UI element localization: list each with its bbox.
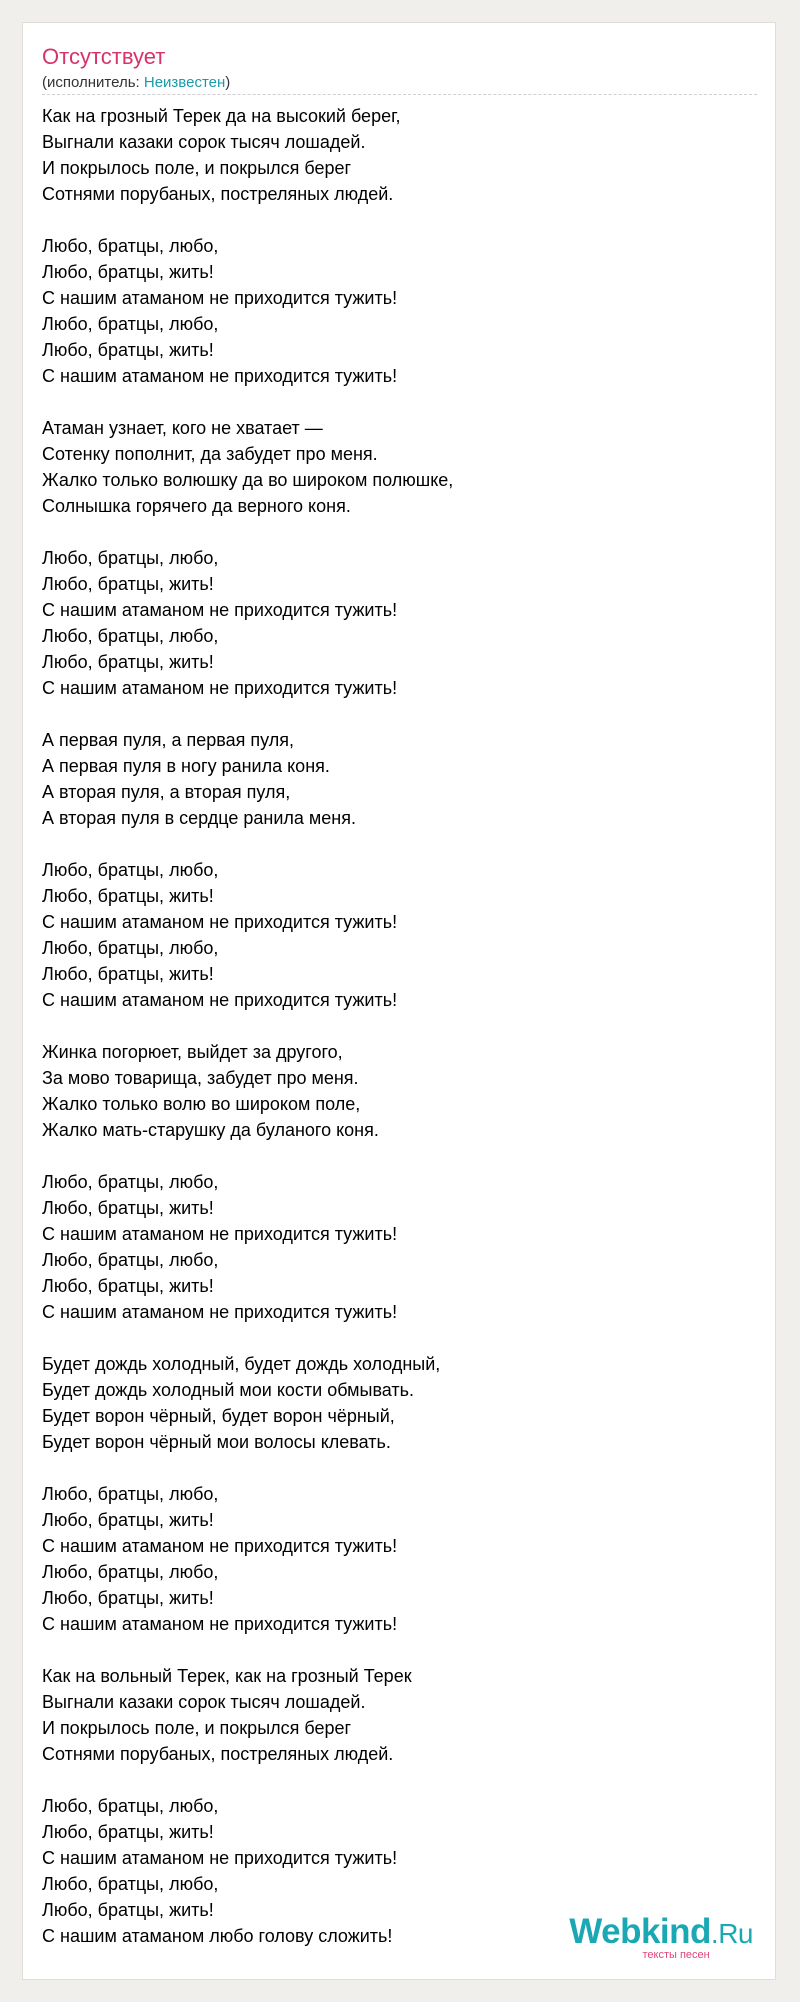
lyrics-line: Выгнали казаки сорок тысяч лошадей. (42, 132, 366, 152)
lyrics-line: Любо, братцы, любо, (42, 1484, 219, 1504)
lyrics-line: С нашим атаманом не приходится тужить! (42, 288, 398, 308)
lyrics-blank-line (42, 1767, 757, 1793)
lyrics-line: Любо, братцы, жить! (42, 340, 214, 360)
lyrics-blank-line (42, 1143, 757, 1169)
lyrics-line: Сотенку пополнит, да забудет про меня. (42, 444, 378, 464)
site-logo[interactable] (569, 1914, 753, 1961)
lyrics-line: Любо, братцы, любо, (42, 1796, 219, 1816)
lyrics-line: С нашим атаманом не приходится тужить! (42, 1536, 398, 1556)
lyrics-line: Любо, братцы, жить! (42, 1510, 214, 1530)
lyrics-line: Любо, братцы, любо, (42, 938, 219, 958)
lyrics-line: Выгнали казаки сорок тысяч лошадей. (42, 1692, 366, 1712)
lyrics-blank-line (42, 519, 757, 545)
lyrics-line: Любо, братцы, жить! (42, 886, 214, 906)
lyrics-line: Любо, братцы, любо, (42, 548, 219, 568)
lyrics-blank-line (42, 389, 757, 415)
lyrics-line: Любо, братцы, любо, (42, 236, 219, 256)
lyrics-line: Будет ворон чёрный мои волосы клевать. (42, 1432, 391, 1452)
lyrics-line: Любо, братцы, любо, (42, 626, 219, 646)
artist-link[interactable]: Неизвестен (143, 74, 226, 91)
lyrics-line: Сотнями порубаных, постреляных людей. (42, 184, 394, 204)
lyrics-line: А вторая пуля, а вторая пуля, (42, 782, 291, 802)
lyrics-line: Любо, братцы, жить! (42, 262, 214, 282)
lyrics-line: С нашим атаманом не приходится тужить! (42, 912, 398, 932)
logo-tld: .Ru (710, 1918, 753, 1949)
lyrics-line: С нашим атаманом не приходится тужить! (42, 600, 398, 620)
logo-tagline: тексты песен (642, 1949, 710, 1961)
lyrics-line: А первая пуля, а первая пуля, (42, 730, 294, 750)
lyrics-line: Любо, братцы, жить! (42, 1822, 214, 1842)
lyrics-line: С нашим атаманом любо голову сложить! (42, 1926, 393, 1946)
lyrics-line: С нашим атаманом не приходится тужить! (42, 990, 398, 1010)
logo-name: Webkind (569, 1912, 711, 1951)
lyrics-blank-line (42, 1637, 757, 1663)
lyrics-line: Любо, братцы, любо, (42, 1250, 219, 1270)
lyrics-line: Как на вольный Терек, как на грозный Терек (42, 1666, 412, 1686)
lyrics-line: И покрылось поле, и покрылся берег (42, 158, 352, 178)
lyrics-line: С нашим атаманом не приходится тужить! (42, 678, 398, 698)
lyrics-line: Любо, братцы, любо, (42, 314, 219, 334)
artist-suffix: ) (225, 74, 231, 91)
lyrics-line: Любо, братцы, жить! (42, 652, 214, 672)
lyrics-line: Жалко мать-старушку да буланого коня. (42, 1120, 379, 1140)
lyrics-line: Жинка погорюет, выйдет за другого, (42, 1042, 343, 1062)
artist-line (42, 73, 230, 93)
lyrics-blank-line (42, 1455, 757, 1481)
lyrics-line: Любо, братцы, любо, (42, 1874, 219, 1894)
lyrics-blank-line (42, 1325, 757, 1351)
lyrics-line: С нашим атаманом не приходится тужить! (42, 366, 398, 386)
lyrics-line: Солнышка горячего да верного коня. (42, 496, 351, 516)
lyrics-line: Любо, братцы, жить! (42, 1588, 214, 1608)
lyrics-line: С нашим атаманом не приходится тужить! (42, 1848, 398, 1868)
lyrics-line: Любо, братцы, жить! (42, 1900, 214, 1920)
lyrics-line: Любо, братцы, жить! (42, 964, 214, 984)
lyrics-line: Будет дождь холодный мои кости обмывать. (42, 1380, 415, 1400)
logo-wordmark (569, 1914, 753, 1952)
lyrics-line: Жалко только волюшку да во широком полюшке, (42, 470, 454, 490)
header-divider (42, 94, 757, 95)
lyrics-line: Будет дождь холодный, будет дождь холодный, (42, 1354, 441, 1374)
lyrics-line: Атаман узнает, кого не хватает — (42, 418, 323, 438)
lyrics-line: Любо, братцы, любо, (42, 1562, 219, 1582)
lyrics-line: Любо, братцы, жить! (42, 1276, 214, 1296)
song-title: Отсутствует (42, 44, 166, 69)
lyrics-body (42, 103, 757, 1949)
lyrics-line: Как на грозный Терек да на высокий берег, (42, 106, 401, 126)
lyrics-line: Любо, братцы, жить! (42, 574, 214, 594)
artist-prefix: (исполнитель: (42, 74, 144, 91)
lyrics-line: Будет ворон чёрный, будет ворон чёрный, (42, 1406, 395, 1426)
lyrics-blank-line (42, 1013, 757, 1039)
lyrics-line: Жалко только волю во широком поле, (42, 1094, 361, 1114)
lyrics-line: С нашим атаманом не приходится тужить! (42, 1614, 398, 1634)
lyrics-blank-line (42, 701, 757, 727)
lyrics-blank-line (42, 831, 757, 857)
lyrics-line: А вторая пуля в сердце ранила меня. (42, 808, 356, 828)
lyrics-line: Любо, братцы, любо, (42, 1172, 219, 1192)
lyrics-line: А первая пуля в ногу ранила коня. (42, 756, 330, 776)
lyrics-line: Сотнями порубаных, постреляных людей. (42, 1744, 394, 1764)
lyrics-blank-line (42, 207, 757, 233)
lyrics-line: Любо, братцы, жить! (42, 1198, 214, 1218)
lyrics-line: Любо, братцы, любо, (42, 860, 219, 880)
lyrics-line: И покрылось поле, и покрылся берег (42, 1718, 352, 1738)
lyrics-line: С нашим атаманом не приходится тужить! (42, 1224, 398, 1244)
lyrics-line: С нашим атаманом не приходится тужить! (42, 1302, 398, 1322)
lyrics-card (22, 22, 776, 1980)
lyrics-line: За мово товарища, забудет про меня. (42, 1068, 359, 1088)
